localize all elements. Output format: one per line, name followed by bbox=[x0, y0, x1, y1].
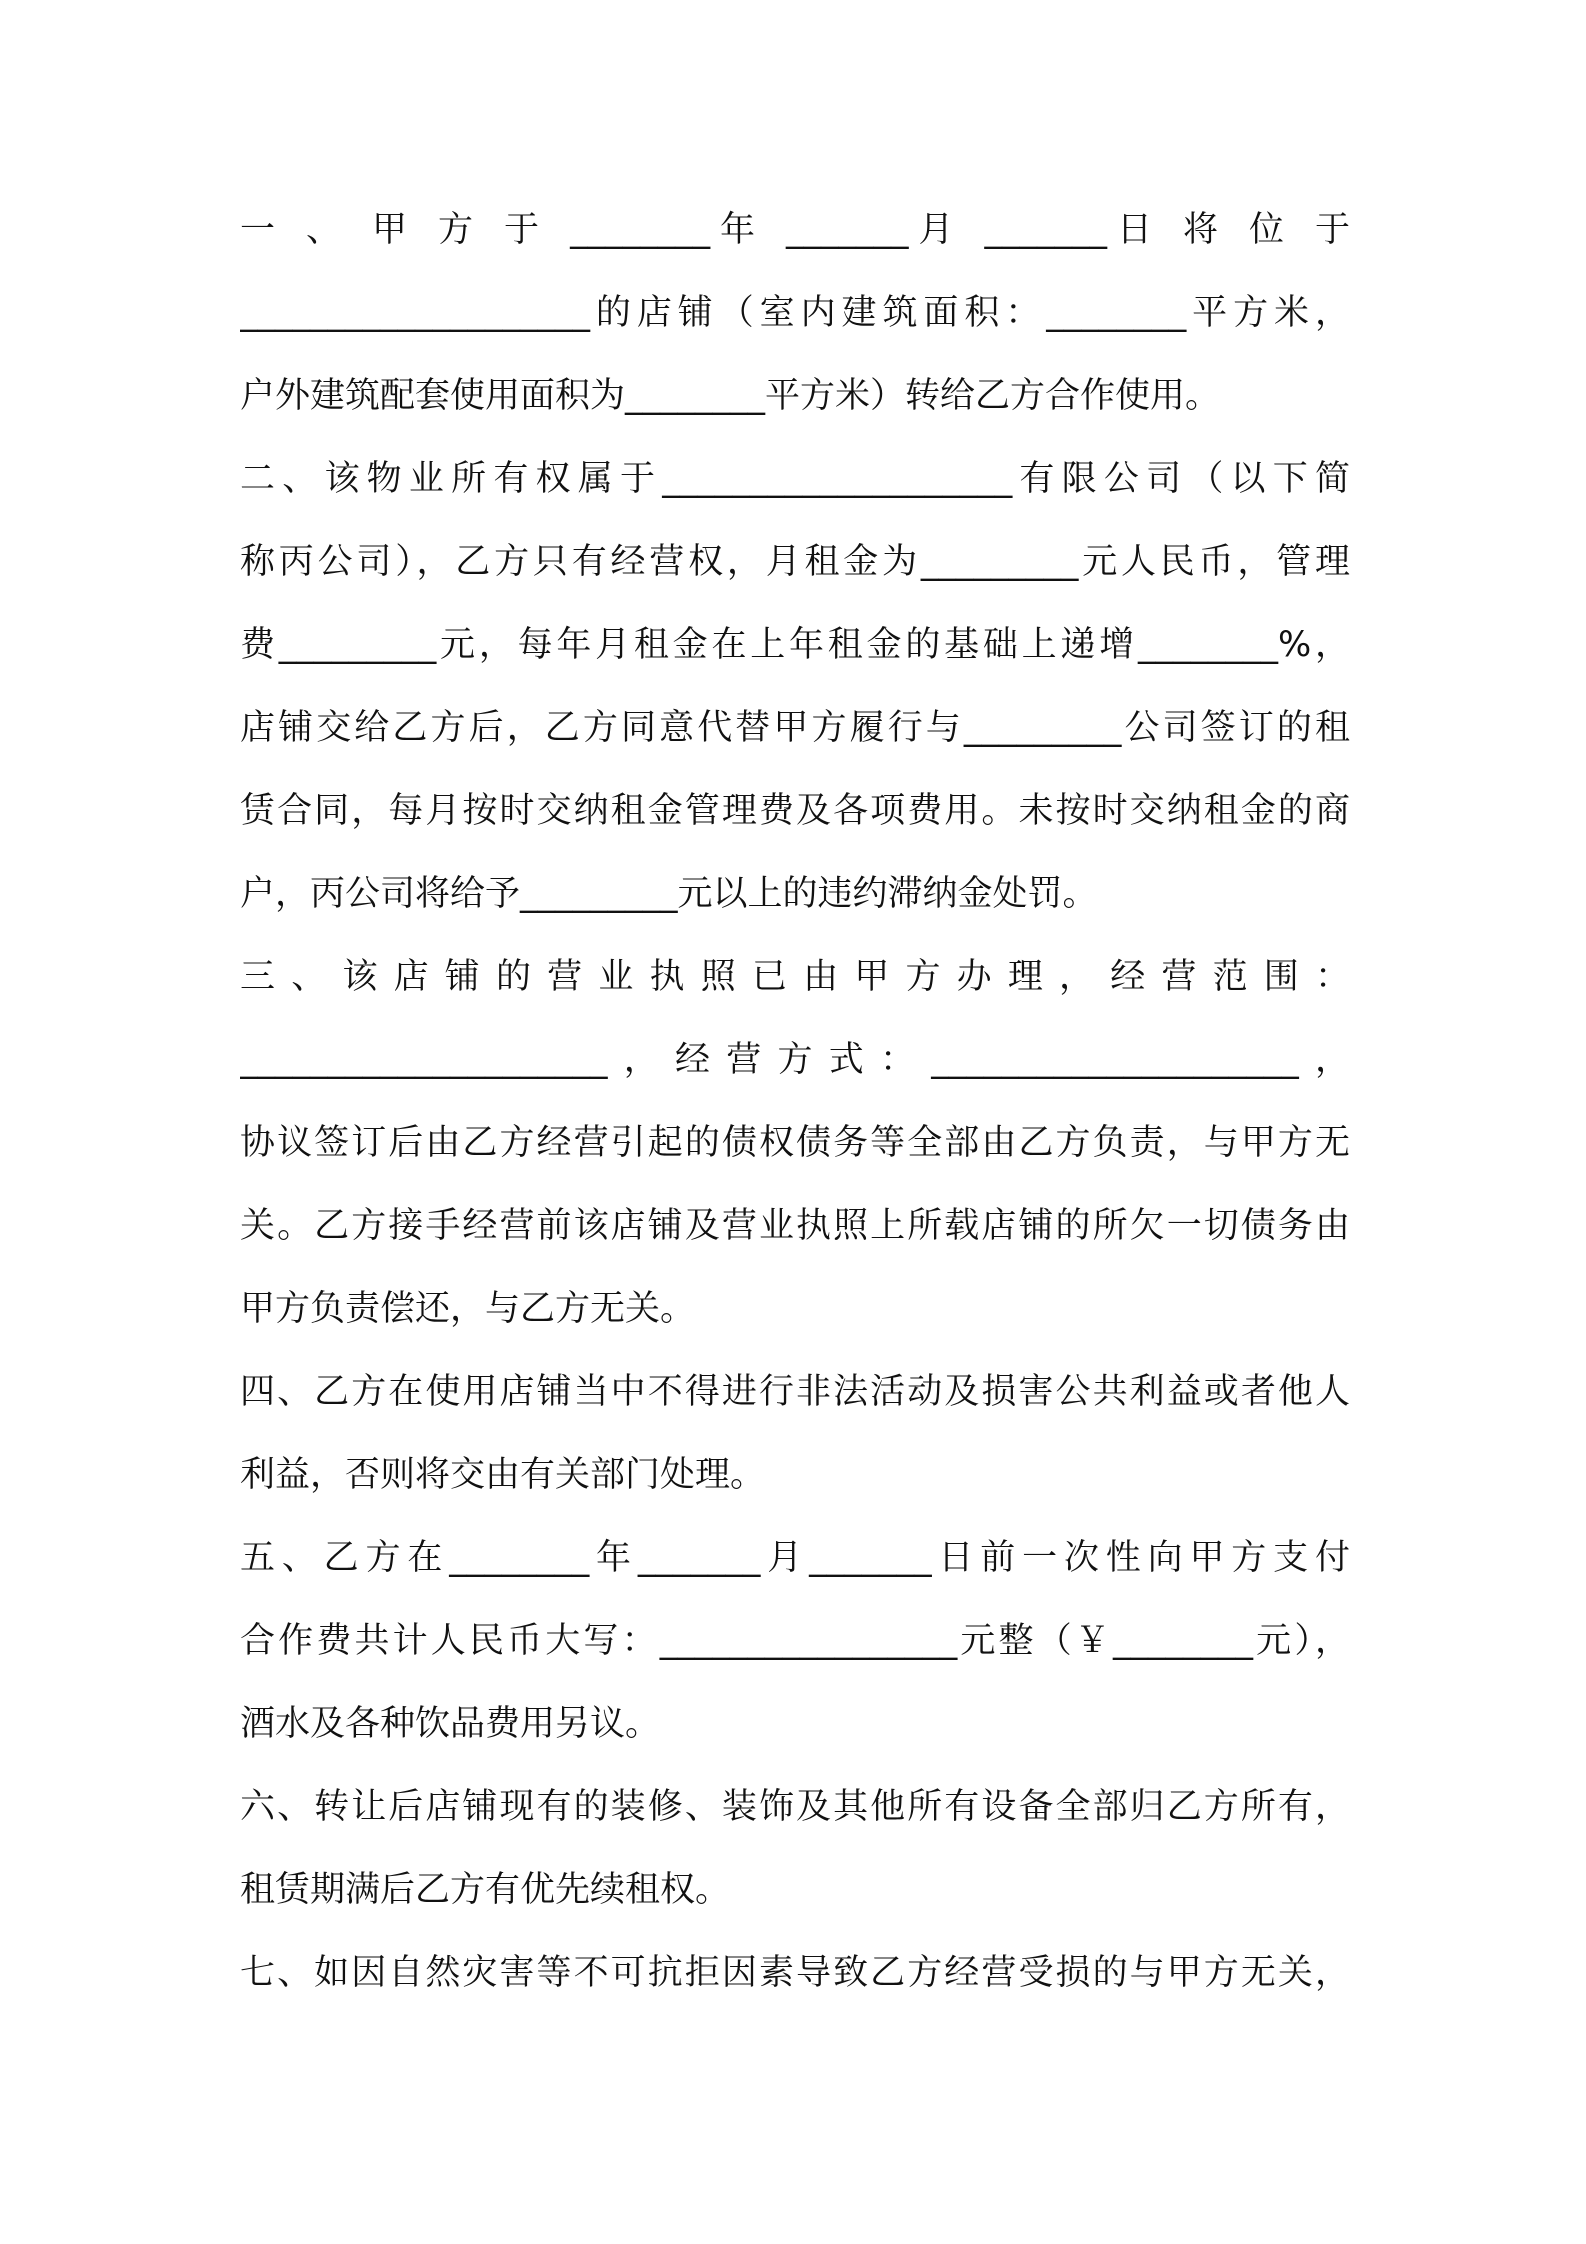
clause-1-line-1: 一 、 甲 方 于 ________年 _______月 _______日 将 位 于 bbox=[240, 210, 1350, 250]
clause-5-line-2: 合作费共计人民币大写：_________________元整（￥________元）， bbox=[240, 1621, 1350, 1661]
clause-1-line-3: 户外建筑配套使用面积为________平方米）转给乙方合作使用。 bbox=[240, 376, 1221, 416]
clause-3-line-3: 协议签订后由乙方经营引起的债权债务等全部由乙方负责，与甲方无 bbox=[240, 1123, 1350, 1163]
clause-2-line-5: 赁合同，每月按时交纳租金管理费及各项费用。未按时交纳租金的商 bbox=[240, 791, 1350, 831]
clause-4-line-2: 利益，否则将交由有关部门处理。 bbox=[240, 1455, 766, 1495]
clause-3-line-4: 关。乙方接手经营前该店铺及营业执照上所载店铺的所欠一切债务由 bbox=[240, 1206, 1350, 1246]
contract-body bbox=[240, 200, 1350, 2026]
clause-2-line-3: 费_________元，每年月租金在上年租金的基础上递增________%， bbox=[240, 625, 1350, 665]
clause-2-line-2: 称丙公司），乙方只有经营权，月租金为_________元人民币，管理 bbox=[240, 542, 1350, 582]
clause-7-line-1: 七、如因自然灾害等不可抗拒因素导致乙方经营受损的与甲方无关， bbox=[240, 1953, 1350, 1993]
clause-6-line-1: 六、转让后店铺现有的装修、装饰及其他所有设备全部归乙方所有， bbox=[240, 1787, 1350, 1827]
clause-6-line-2: 租赁期满后乙方有优先续租权。 bbox=[240, 1870, 731, 1910]
clause-2-line-6: 户，丙公司将给予_________元以上的违约滞纳金处罚。 bbox=[240, 874, 1098, 914]
clause-3-line-2: _____________________，经营方式：_____________________， bbox=[240, 1040, 1350, 1080]
clause-3-line-1: 三 、 该 店 铺 的 营 业 执 照 已 由 甲 方 办 理 ， 经 营 范 围 ： bbox=[240, 957, 1350, 997]
clause-1-line-2: ____________________的店铺（室内建筑面积：________平方米， bbox=[240, 293, 1350, 333]
clause-5-line-3: 酒水及各种饮品费用另议。 bbox=[240, 1704, 661, 1744]
clause-5-line-1: 五、乙方在________年_______月_______日前一次性向甲方支付 bbox=[240, 1538, 1350, 1578]
clause-3-line-5: 甲方负责偿还，与乙方无关。 bbox=[240, 1289, 696, 1329]
clause-4-line-1: 四、乙方在使用店铺当中不得进行非法活动及损害公共利益或者他人 bbox=[240, 1372, 1350, 1412]
clause-2-line-1: 二、该物业所有权属于____________________有限公司（以下简 bbox=[240, 459, 1350, 499]
clause-2-line-4: 店铺交给乙方后，乙方同意代替甲方履行与_________公司签订的租 bbox=[240, 708, 1350, 748]
